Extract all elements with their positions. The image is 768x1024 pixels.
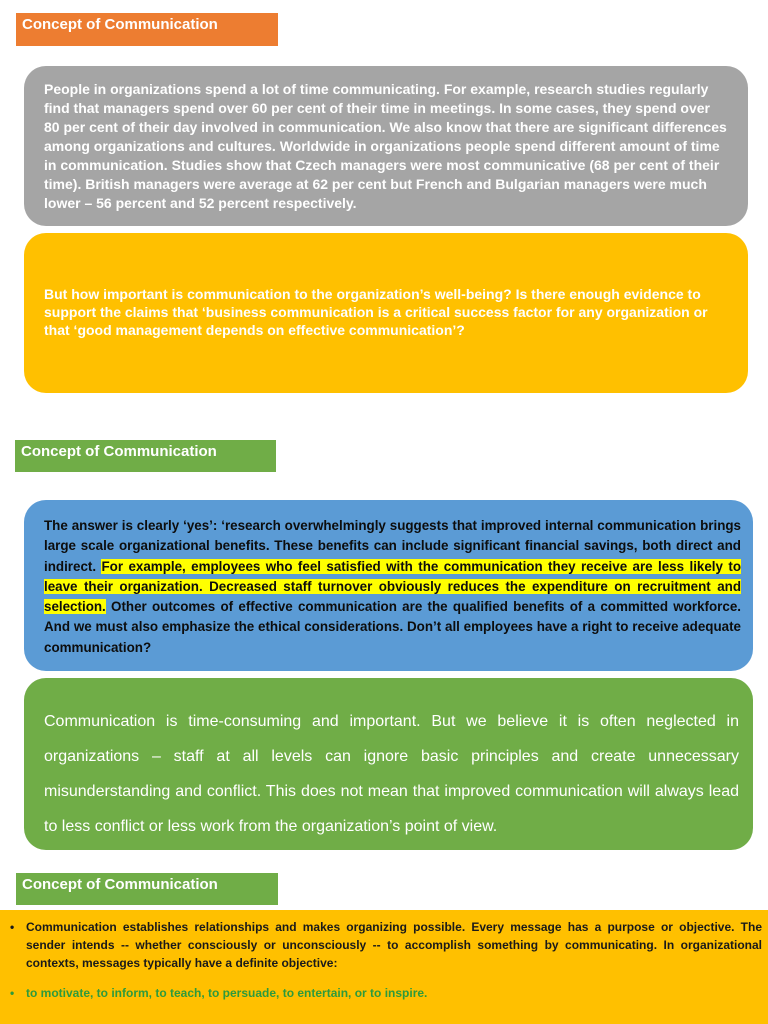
section-header-3: Concept of Communication: [16, 873, 278, 905]
gray-text-box: [24, 66, 748, 226]
bottom-bullet-box: [0, 910, 768, 1024]
bullet-mark: •: [10, 920, 15, 934]
section-header-2: Concept of Communication: [15, 440, 276, 472]
section-header-1: Concept of Communication: [16, 13, 278, 46]
green-text-box: [24, 678, 753, 850]
bullet-text-objectives: to motivate, to inform, to teach, to persuade, to entertain, or to inspire.: [26, 986, 428, 1000]
green-box-text: Communication is time-consuming and important. But we believe it is often neglected in organizations – staff at all levels can ignore basic principles and create unnecessary misunderstanding and conflict. This does not mean that improved communication will always lead to less conflict or less work from the organization’s point of view.: [44, 713, 739, 835]
blue-box-paragraph: [44, 516, 741, 658]
yellow-text-box: [24, 233, 748, 393]
bullet-mark: •: [10, 986, 15, 1000]
blue-text-box: [24, 500, 753, 671]
blue-box-text-before: The answer is clearly ‘yes’: ‘research overwhelmingly suggests that improved internal communication brings large scale organizational benefits. These benefits can include significant financial savings, both direct and indirect.: [44, 518, 741, 574]
gray-box-text: People in organizations spend a lot of time communicating. For example, research studies regularly find that managers spend over 60 per cent of their time in meetings. In some cases, they spend over 80 per cent of their day involved in communication. We also know that there are significant differences among organizations and cultures. Worldwide in organizations people spend different amount of time in communication. Studies show that Czech managers were most communicative (68 per cent of their time). British managers were average at 62 per cent but French and Bulgarian managers were much lower – 56 percent and 52 percent respectively.: [44, 81, 727, 211]
yellow-box-text: But how important is communication to the organization’s well-being? Is there enough evidence to support the claims that ‘business communication is a critical success factor for any organization or that ‘good management depends on effective communication’?: [44, 286, 708, 338]
bullet-item: [10, 984, 762, 1002]
blue-box-text-after: Other outcomes of effective communication are the qualified benefits of a committed workforce. And we must also emphasize the ethical considerations. Don’t all employees have a right to receive adequate communication?: [44, 599, 741, 655]
bullet-text: Communication establishes relationships and makes organizing possible. Every message has a purpose or objective. The sender intends -- whether consciously or unconsciously -- to accomplish something by communicating. In organizational contexts, messages typically have a definite objective:: [26, 920, 762, 970]
bullet-item: [10, 918, 762, 972]
highlighted-text: For example, employees who feel satisfied with the communication they receive are less likely to leave their organization. Decreased staff turnover obviously reduces the expenditure on recruitment and selection.: [44, 558, 741, 615]
